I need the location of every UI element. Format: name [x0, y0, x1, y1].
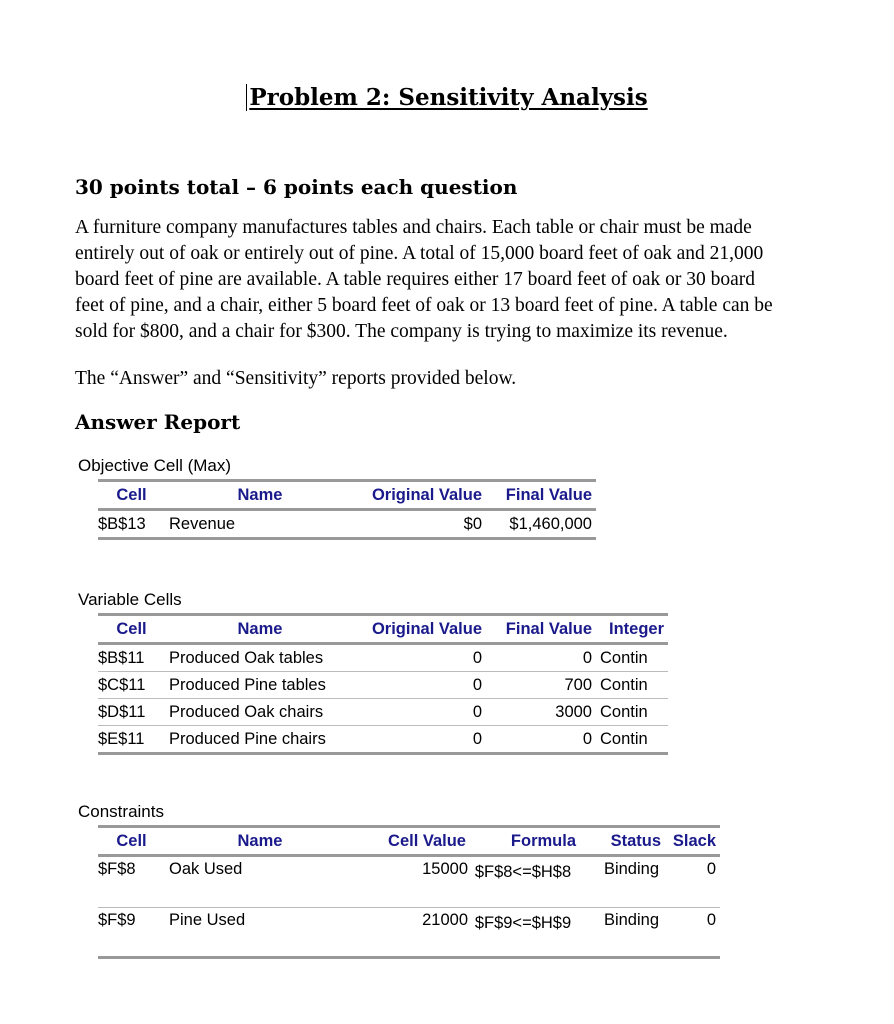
header-slack: Slack	[672, 831, 716, 850]
header-name: Name	[237, 831, 283, 850]
constraints-table	[98, 825, 720, 959]
table-row	[98, 511, 596, 540]
final-value: 0	[582, 648, 592, 667]
table-row	[98, 699, 668, 726]
header-original-value: Original Value	[371, 619, 482, 638]
final-value: $1,460,000	[509, 514, 592, 533]
cell-name: Revenue	[169, 514, 236, 533]
cell-ref: $F$8	[98, 860, 136, 878]
variables-caption: Variable Cells	[78, 590, 182, 609]
original-value: 0	[472, 702, 482, 721]
slack: 0	[706, 860, 716, 878]
cell-value: 21000	[422, 911, 468, 929]
table-header	[98, 479, 596, 511]
reports-line: The “Answer” and “Sensitivity” reports provided below.	[75, 368, 517, 389]
cell-name: Produced Oak chairs	[169, 702, 324, 721]
cell-ref: $E$11	[98, 729, 145, 748]
cell-name: Oak Used	[169, 860, 243, 878]
table-row	[98, 726, 668, 755]
cell-ref: $B$13	[98, 514, 146, 533]
constraints-caption: Constraints	[78, 802, 164, 821]
table-row	[98, 672, 668, 699]
variables-table	[98, 613, 668, 755]
table-header	[98, 613, 668, 645]
cell-ref: $D$11	[98, 702, 146, 721]
cell-ref: $F$9	[98, 911, 136, 929]
header-original-value: Original Value	[371, 485, 482, 504]
original-value: 0	[472, 675, 482, 694]
status: Binding	[603, 911, 659, 929]
cell-ref: $C$11	[98, 675, 146, 694]
header-final-value: Final Value	[505, 485, 592, 504]
paragraph-line: sold for $800, and a chair for $300. The company is trying to maximize its revenue.	[75, 321, 728, 342]
formula: $F$8<=$H$8	[474, 863, 572, 881]
header-final-value: Final Value	[505, 619, 592, 638]
header-integer: Integer	[608, 619, 664, 638]
header-cell-value: Cell Value	[388, 831, 466, 850]
final-value: 0	[582, 729, 592, 748]
page-title	[0, 84, 894, 111]
original-value: 0	[472, 729, 482, 748]
final-value: 700	[564, 675, 592, 694]
header-name: Name	[237, 485, 283, 504]
integer-type: Contin	[600, 675, 648, 694]
final-value: 3000	[555, 702, 592, 721]
cell-name: Pine Used	[169, 911, 246, 929]
integer-type: Contin	[600, 702, 648, 721]
title-text: Problem 2: Sensitivity Analysis	[246, 84, 647, 111]
table-row	[98, 645, 668, 672]
original-value: 0	[472, 648, 482, 667]
objective-table	[98, 479, 596, 540]
table-row	[98, 857, 720, 908]
objective-caption: Objective Cell (Max)	[78, 456, 232, 475]
cell-name: Produced Pine chairs	[169, 729, 326, 748]
table-header	[98, 825, 720, 857]
original-value: $0	[463, 514, 482, 533]
cell-ref: $B$11	[98, 648, 145, 667]
header-formula: Formula	[510, 831, 576, 850]
paragraph-line: feet of pine, and a chair, either 5 board feet of oak or 13 board feet of pine. A table can be	[75, 295, 773, 316]
answer-report-heading: Answer Report	[75, 410, 241, 434]
points-heading: 30 points total – 6 points each question	[75, 175, 518, 199]
header-cell: Cell	[116, 485, 147, 504]
cell-name: Produced Oak tables	[169, 648, 324, 667]
header-cell: Cell	[116, 619, 147, 638]
paragraph-line: board feet of pine are available. A table requires either 17 board feet of oak or 30 board	[75, 269, 756, 290]
status: Binding	[603, 860, 659, 878]
header-cell: Cell	[116, 831, 147, 850]
paragraph-line: A furniture company manufactures tables and chairs. Each table or chair must be made	[75, 217, 752, 238]
cell-name: Produced Pine tables	[169, 675, 326, 694]
slack: 0	[706, 911, 716, 929]
integer-type: Contin	[600, 648, 648, 667]
header-name: Name	[237, 619, 283, 638]
cell-value: 15000	[422, 860, 468, 878]
header-status: Status	[610, 831, 661, 850]
problem-paragraph	[75, 215, 875, 345]
formula: $F$9<=$H$9	[474, 914, 572, 932]
integer-type: Contin	[600, 729, 648, 748]
paragraph-line: entirely out of oak or entirely out of pine. A total of 15,000 board feet of oak and 21,000	[75, 243, 764, 264]
table-row	[98, 908, 720, 959]
